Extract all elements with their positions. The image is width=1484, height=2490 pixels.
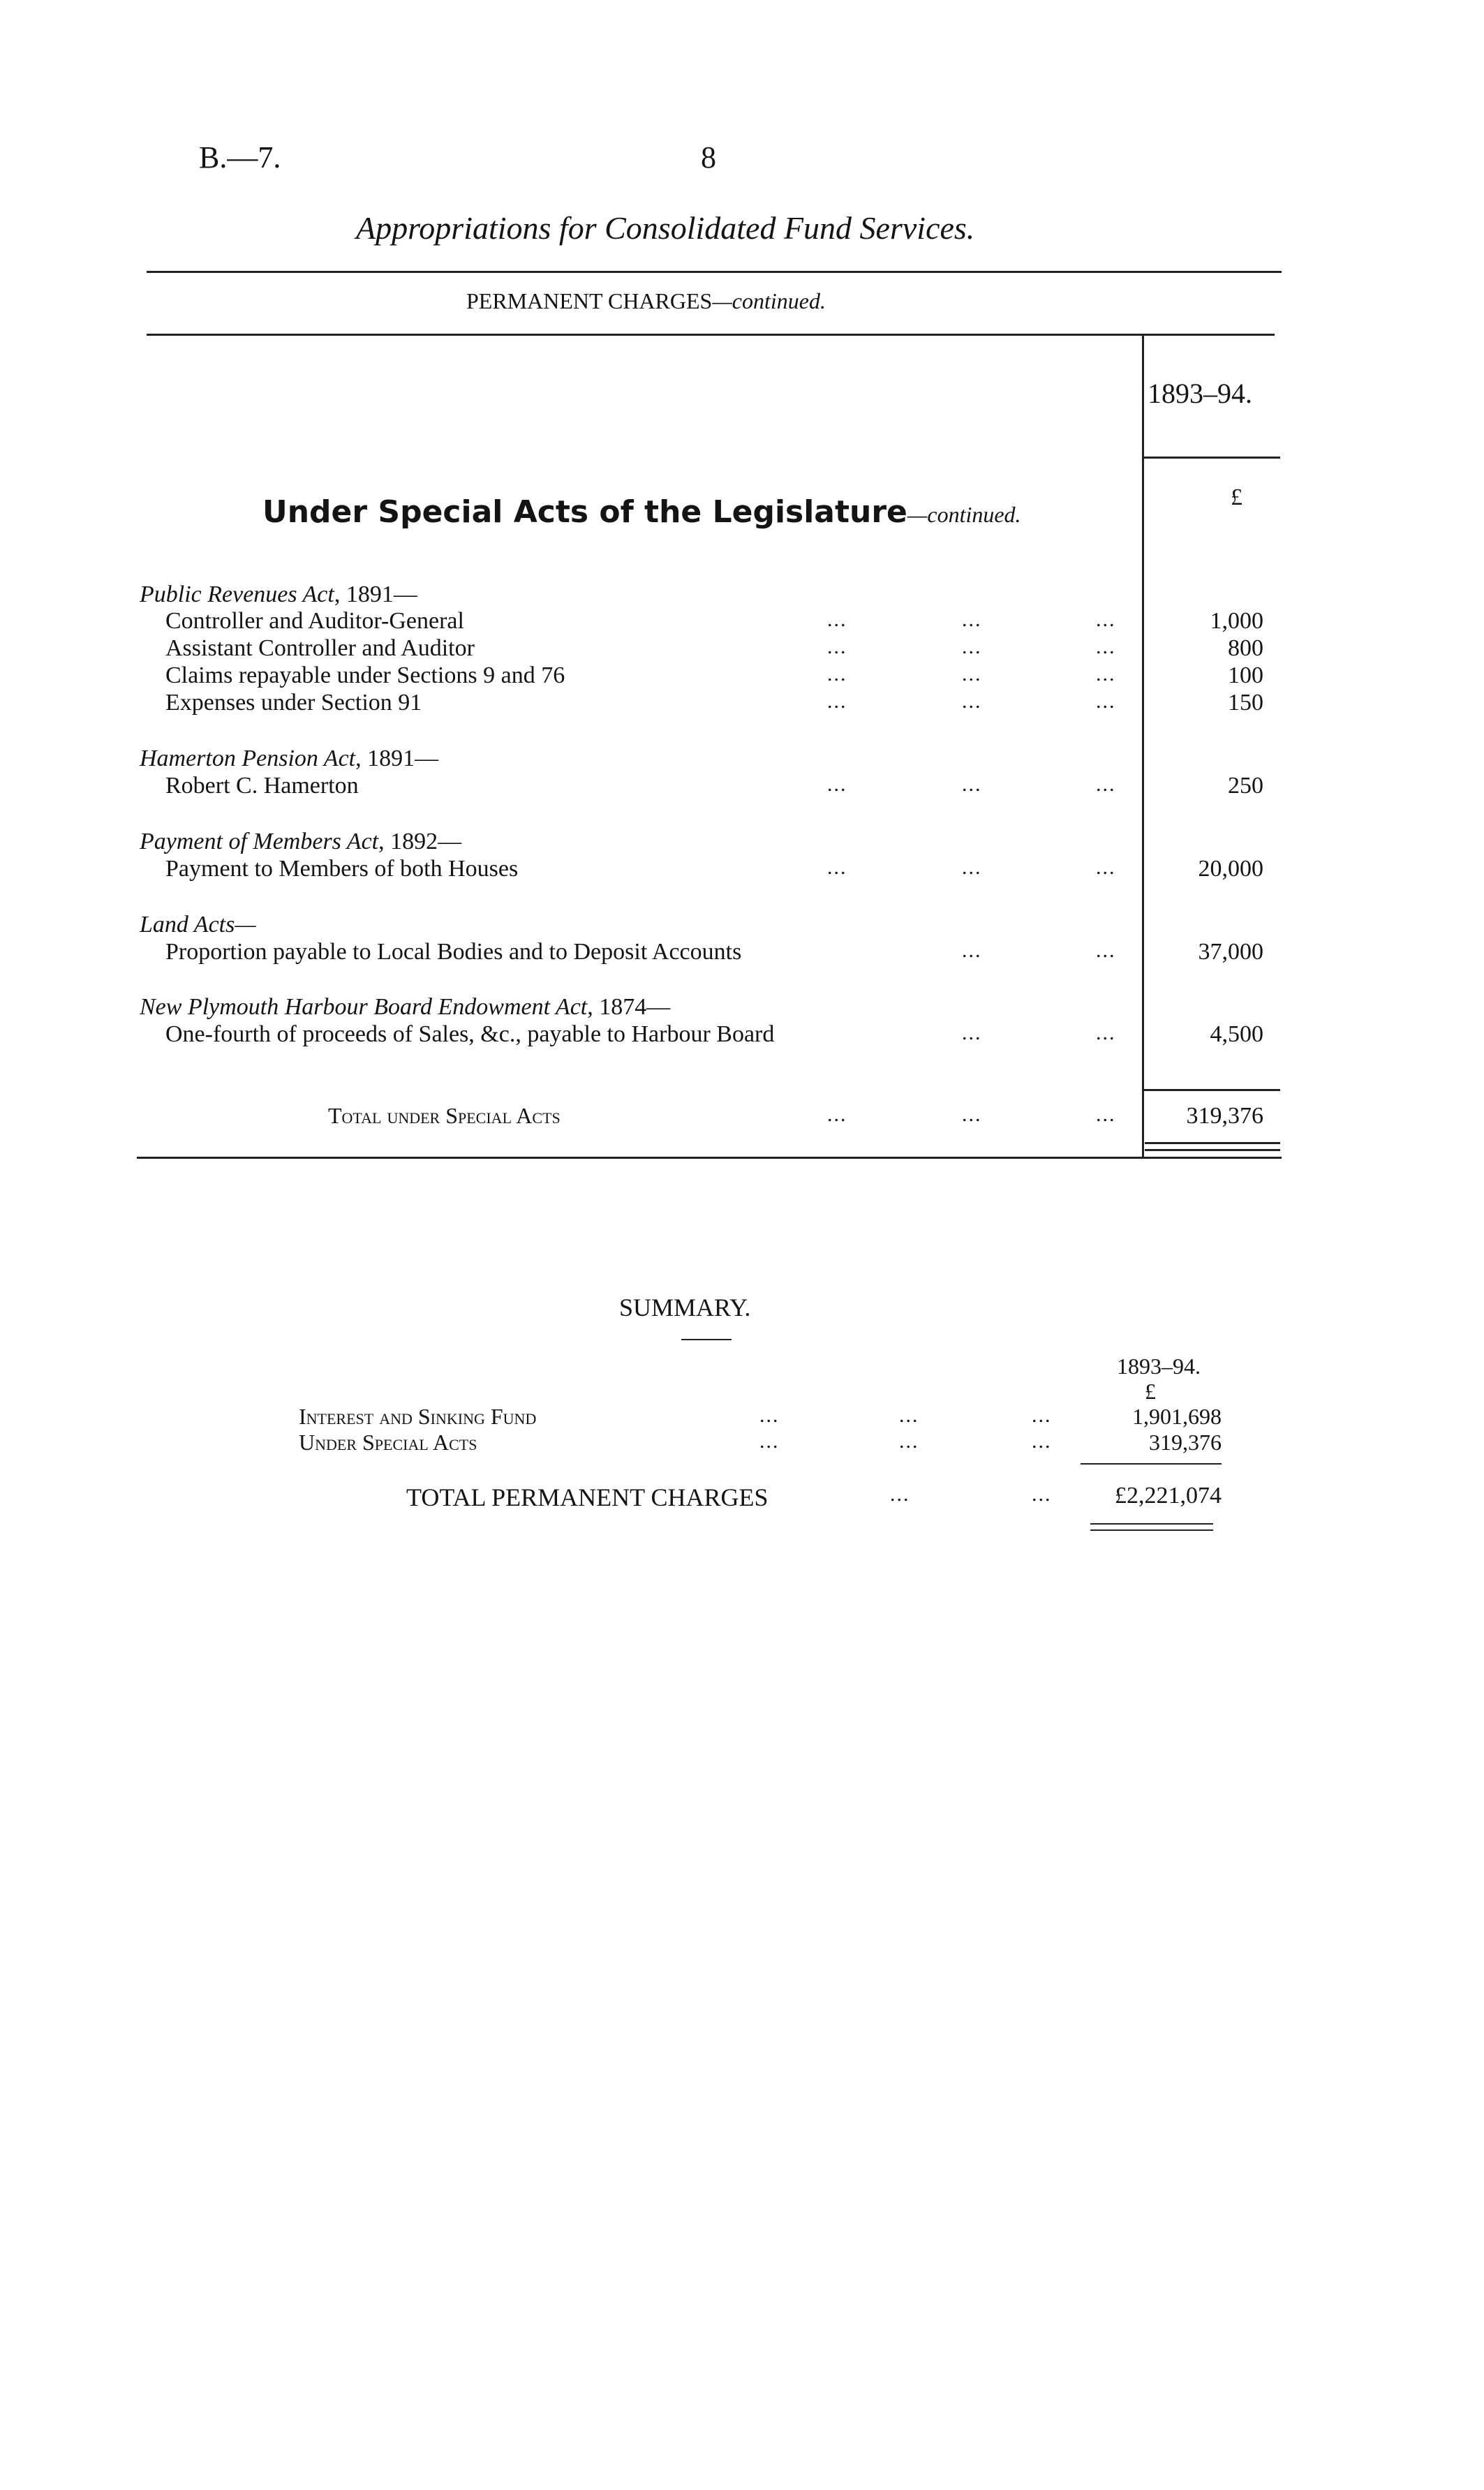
subtitle-suffix: —continued. xyxy=(712,288,826,313)
line-item-label: Robert C. Hamerton xyxy=(165,773,359,799)
summary-row-label: Interest and Sinking Fund xyxy=(299,1404,537,1429)
leader-dots: ... xyxy=(759,1430,780,1453)
line-item-amount: 37,000 xyxy=(1198,939,1263,965)
section-title xyxy=(262,494,1021,530)
leader-dots: ... xyxy=(827,662,847,686)
line-item-label: Proportion payable to Local Bodies and to Deposit Accounts xyxy=(165,939,742,965)
act-heading-public-revenues xyxy=(140,581,417,608)
leader-dots: ... xyxy=(962,608,982,631)
leader-dots: ... xyxy=(962,662,982,686)
subtitle-main: PERMANENT CHARGES xyxy=(466,288,713,313)
act-heading-hamerton-pension xyxy=(140,746,438,772)
leader-dots: ... xyxy=(1096,856,1116,879)
act-name: Public Revenues Act xyxy=(140,581,334,607)
act-name: Hamerton Pension Act xyxy=(140,746,356,771)
leader-dots: ... xyxy=(899,1404,919,1427)
act-heading-payment-of-members xyxy=(140,829,461,855)
line-item-amount: 100 xyxy=(1228,662,1263,688)
year-heading-rule xyxy=(1143,457,1280,459)
leader-dots: ... xyxy=(890,1483,910,1506)
act-year: , 1891— xyxy=(334,581,417,607)
leader-dots: ... xyxy=(962,690,982,713)
summary-double-rule-a xyxy=(1090,1523,1213,1525)
summary-total-amount: £2,221,074 xyxy=(1115,1483,1222,1509)
leader-dots: ... xyxy=(1096,939,1116,962)
leader-dots: ... xyxy=(1096,690,1116,713)
line-item-amount: 800 xyxy=(1228,635,1263,661)
leader-dots: ... xyxy=(1096,1021,1116,1044)
table-total-label: Total under Special Acts xyxy=(328,1103,561,1128)
leader-dots: ... xyxy=(962,856,982,879)
leader-dots: ... xyxy=(1096,1103,1116,1126)
summary-row-label: Under Special Acts xyxy=(299,1430,477,1455)
summary-title-rule xyxy=(681,1339,732,1340)
leader-dots: ... xyxy=(759,1404,780,1427)
act-name: New Plymouth Harbour Board Endowment Act xyxy=(140,994,588,1020)
total-double-rule-b xyxy=(1145,1149,1280,1151)
currency-heading: £ xyxy=(1231,484,1242,510)
total-rule xyxy=(1143,1089,1280,1091)
page-title: Appropriations for Consolidated Fund Services. xyxy=(356,210,975,246)
summary-row-amount: 1,901,698 xyxy=(1132,1404,1222,1429)
act-name: Payment of Members Act xyxy=(140,829,379,854)
line-item-label: Claims repayable under Sections 9 and 76 xyxy=(165,662,565,688)
line-item-amount: 4,500 xyxy=(1210,1021,1263,1047)
leader-dots: ... xyxy=(1096,662,1116,686)
line-item-amount: 250 xyxy=(1228,773,1263,799)
leader-dots: ... xyxy=(1096,608,1116,631)
leader-dots: ... xyxy=(827,690,847,713)
leader-dots: ... xyxy=(962,773,982,796)
table-bottom-rule xyxy=(137,1157,1282,1159)
leader-dots: ... xyxy=(1096,635,1116,658)
leader-dots: ... xyxy=(962,1103,982,1126)
leader-dots: ... xyxy=(1032,1430,1052,1453)
line-item-amount: 1,000 xyxy=(1210,608,1263,634)
leader-dots: ... xyxy=(827,635,847,658)
leader-dots: ... xyxy=(827,856,847,879)
summary-total-rule xyxy=(1081,1463,1222,1465)
line-item-amount: 150 xyxy=(1228,690,1263,716)
table-total-amount: 319,376 xyxy=(1186,1103,1263,1129)
leader-dots: ... xyxy=(899,1430,919,1453)
section-title-main: Under Special Acts of the Legislature xyxy=(262,494,907,530)
summary-currency-heading: £ xyxy=(1145,1379,1156,1404)
section-title-suffix: —continued. xyxy=(907,502,1021,527)
page-number: 8 xyxy=(701,140,716,175)
leader-dots: ... xyxy=(827,1103,847,1126)
act-heading-new-plymouth xyxy=(140,994,670,1021)
summary-double-rule-b xyxy=(1090,1529,1213,1531)
leader-dots: ... xyxy=(962,1021,982,1044)
act-heading-land-acts: Land Acts— xyxy=(140,912,256,938)
leader-dots: ... xyxy=(1096,773,1116,796)
line-item-label: Controller and Auditor-General xyxy=(165,608,464,634)
summary-title: SUMMARY. xyxy=(619,1294,751,1321)
act-year: , 1891— xyxy=(355,746,439,771)
line-item-label: Expenses under Section 91 xyxy=(165,690,422,716)
summary-row-amount: 319,376 xyxy=(1149,1430,1222,1455)
act-year: , 1874— xyxy=(587,994,671,1020)
line-item-label: One-fourth of proceeds of Sales, &c., payable to Harbour Board xyxy=(165,1021,775,1047)
top-rule xyxy=(147,271,1282,273)
summary-year-heading: 1893–94. xyxy=(1117,1354,1201,1379)
line-item-amount: 20,000 xyxy=(1198,856,1263,882)
act-year: , 1892— xyxy=(378,829,462,854)
line-item-label: Assistant Controller and Auditor xyxy=(165,635,475,661)
leader-dots: ... xyxy=(827,773,847,796)
leader-dots: ... xyxy=(1032,1404,1052,1427)
summary-total-label: TOTAL PERMANENT CHARGES xyxy=(406,1483,769,1511)
line-item-label: Payment to Members of both Houses xyxy=(165,856,519,882)
section-subtitle xyxy=(466,288,826,314)
subtitle-rule xyxy=(147,334,1275,336)
leader-dots: ... xyxy=(1032,1483,1052,1506)
total-double-rule-a xyxy=(1145,1142,1280,1144)
document-reference: B.—7. xyxy=(199,140,281,175)
leader-dots: ... xyxy=(962,939,982,962)
leader-dots: ... xyxy=(827,608,847,631)
year-heading: 1893–94. xyxy=(1148,378,1252,409)
leader-dots: ... xyxy=(962,635,982,658)
